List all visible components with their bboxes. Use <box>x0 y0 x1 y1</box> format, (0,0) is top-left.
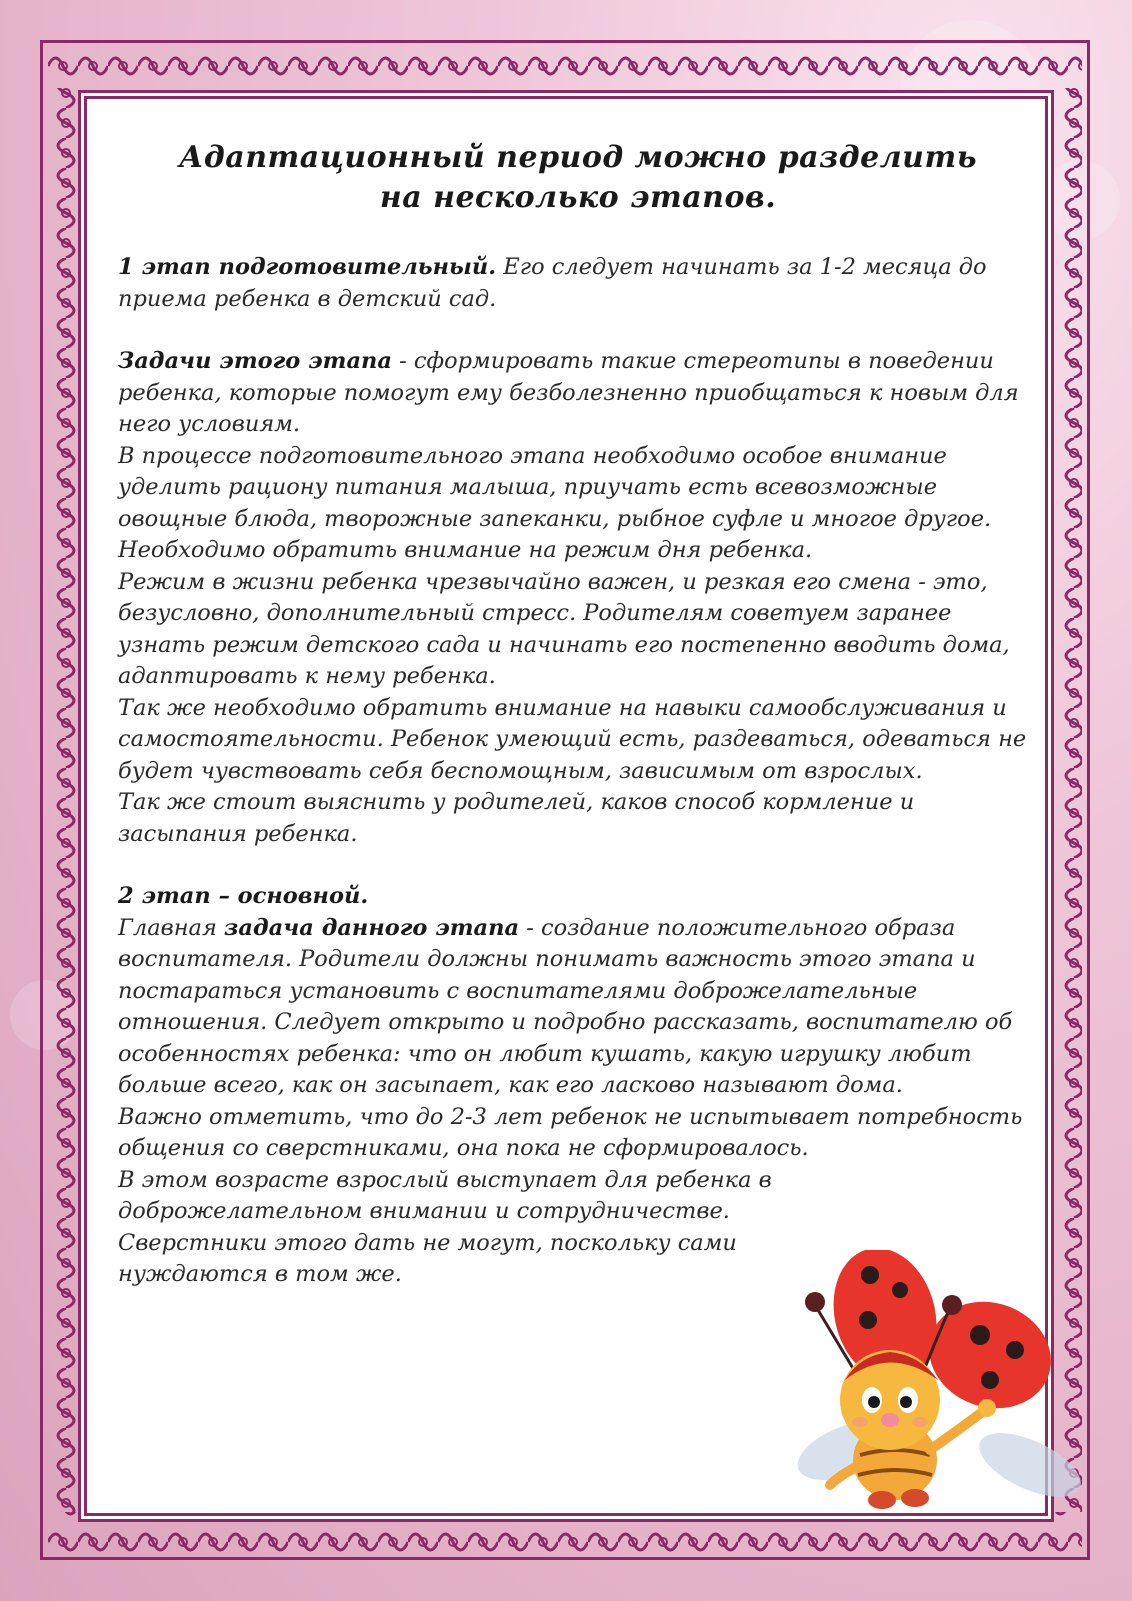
paragraph: В этом возрасте взрослый выступает для ребенка в доброжелательном внимании и сотрудничестве. <box>118 1166 772 1224</box>
tasks1-label: Задачи этого этапа <box>118 348 392 374</box>
paragraph: Так же необходимо обратить внимание на навыки самообслуживания и самостоятельности. Ребенок умеющий есть, раздеваться, одеваться не будет чувствовать себя беспомощным, зависимым от взрослых. <box>118 694 1027 784</box>
tasks1-text: - сформировать такие стереотипы в поведении ребенка, которые помогут ему безболезненно приобщаться к новым для него условиям. <box>118 348 1019 437</box>
ladybug-illustration <box>790 1250 1090 1520</box>
stage1-heading: 1 этап подготовительный. <box>118 254 497 280</box>
stage2-heading: 2 этап – основной. <box>118 883 369 909</box>
stage2-task-label: задача данного этапа <box>224 914 520 941</box>
stage1-paragraph <box>118 252 1038 315</box>
paragraph: Необходимо обратить внимание на режим дня ребенка. <box>118 537 813 563</box>
paragraph: Важно отметить, что до 2-3 лет ребенок не испытывает потребность общения со сверстниками, она пока не сформировалось. <box>118 1103 1023 1161</box>
stage2-task-text: - создание положительного образа воспитателя. Родители должны понимать важность этого этапа и постараться установить с воспитателями доброжелательные отношения. Следует открыто и подробно рассказать, воспитателю об особенностях ребенка: что он любит кушать, какую игрушку любит больше всего, как он засыпает, как его ласково называют дома. <box>118 914 1013 1098</box>
title-line-1: Адаптационный период можно разделить <box>179 140 977 175</box>
tasks1-paragraph <box>118 346 1038 441</box>
stage2-heading-paragraph <box>118 881 1038 913</box>
paragraph: Сверстники этого дать не могут, поскольку сами нуждаются в том же. <box>118 1229 737 1287</box>
title-line-2: на несколько этапов. <box>379 180 777 215</box>
stage2-task-paragraph <box>118 913 1038 1102</box>
stage1-intro: Его следует начинать за 1-2 месяца до приема ребенка в детский сад. <box>118 254 987 312</box>
paragraph: Так же стоит выяснить у родителей, каков способ кормление и засыпания ребенка. <box>118 789 915 847</box>
stage2-task-prefix: Главная <box>118 914 225 941</box>
page-title <box>118 138 1038 218</box>
document-body <box>118 138 1038 1291</box>
paragraph: Режим в жизни ребенка чрезвычайно важен, и резкая его смена - это, безусловно, дополнительный стресс. Родителям советуем заранее узнать режим детского сада и начинать его постепенно вводить дома, адаптировать к нему ребенка. <box>118 568 1010 689</box>
paragraph: В процессе подготовительного этапа необходимо особое внимание уделить рациону питания малыша, приучать есть всевозможные овощные блюда, творожные запеканки, рыбное суфле и многое другое. <box>118 442 992 532</box>
